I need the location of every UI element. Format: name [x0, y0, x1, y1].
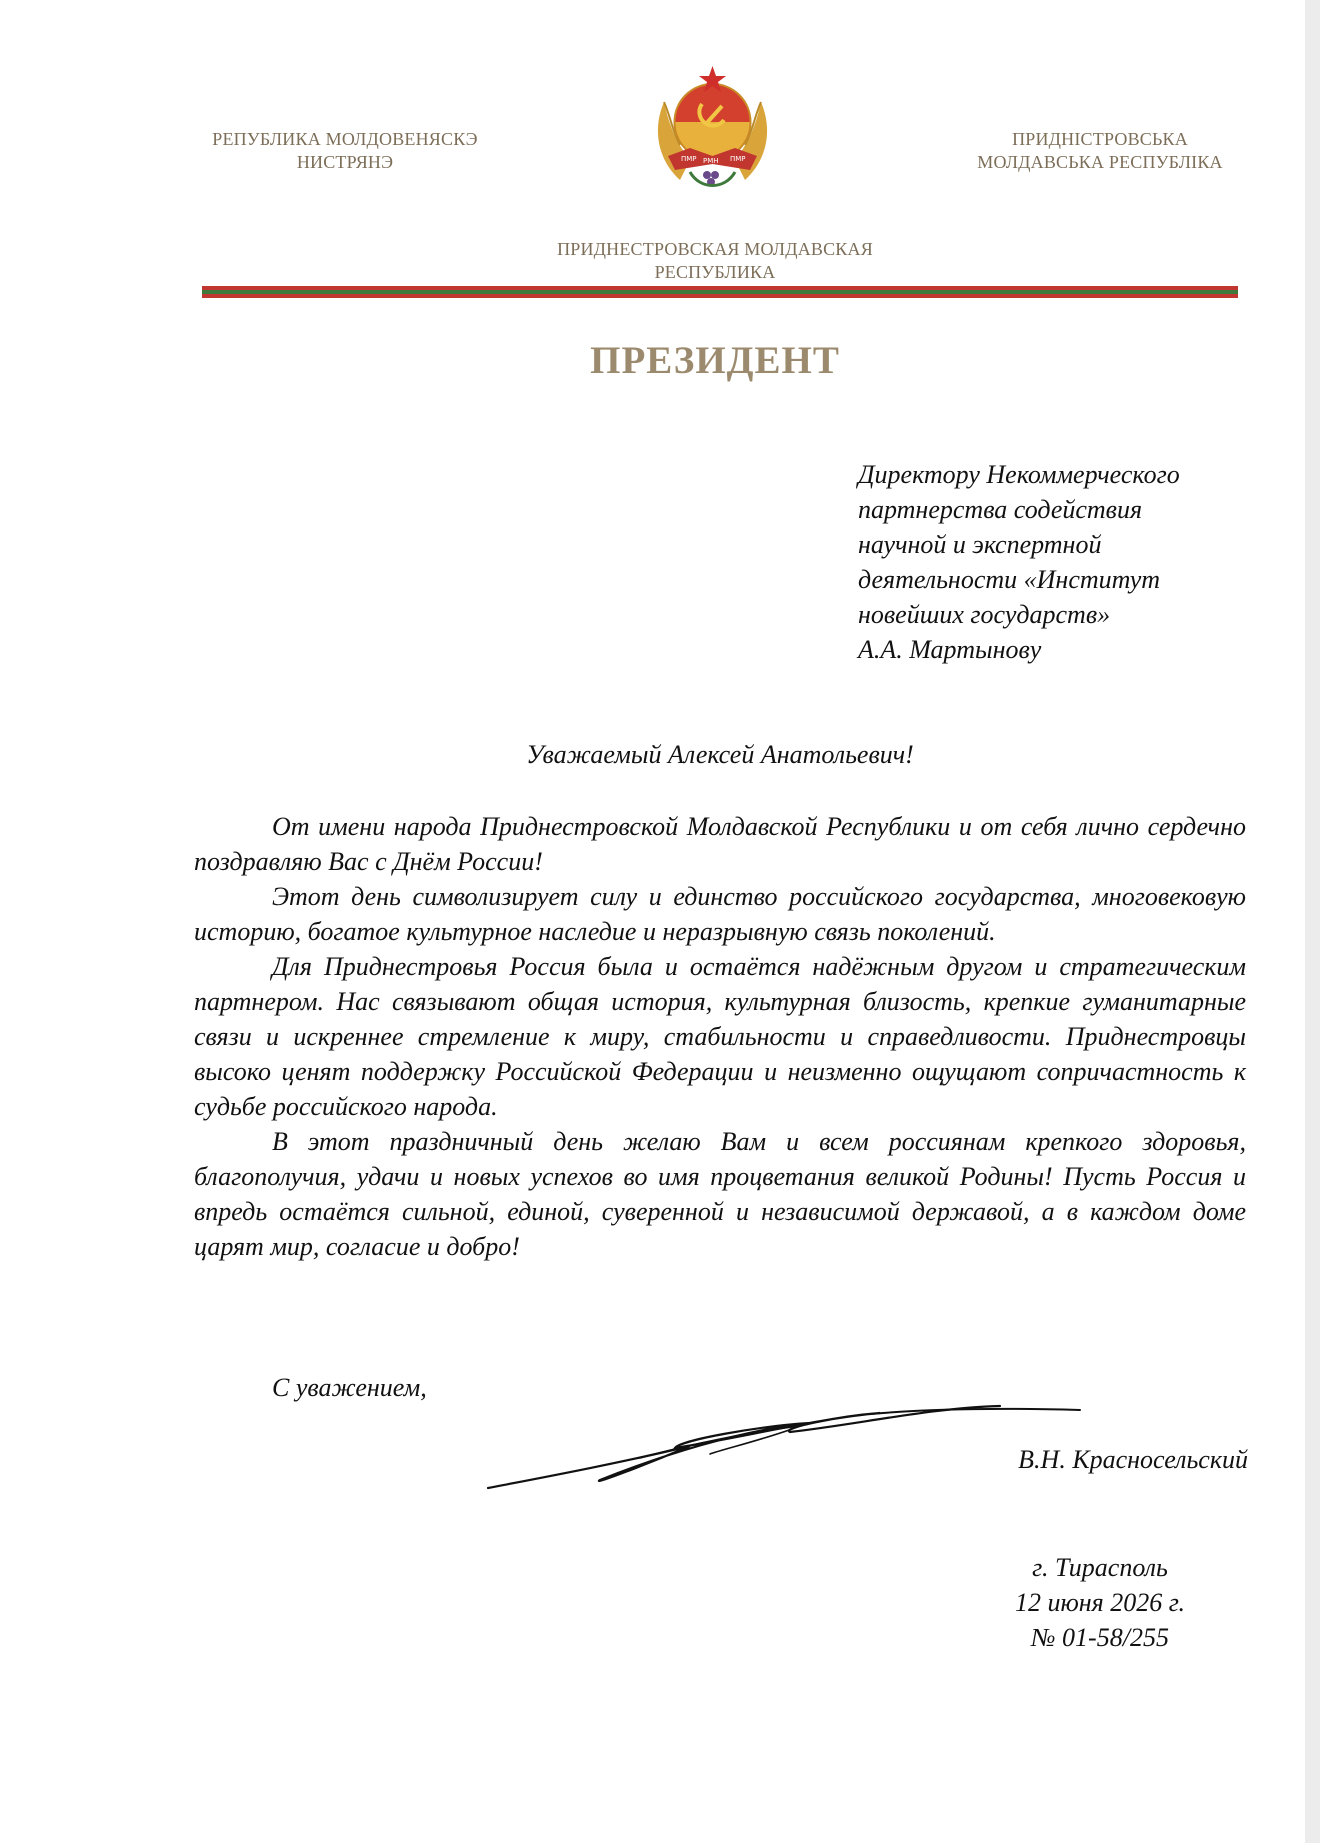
body-paragraph: Для Приднестровья Россия была и остаётся надёжным другом и стратегическим партнером. Нас связывают общая история, культурная близость, крепкие гуманитарные связи и искреннее стремление к миру, стабильности и справедливости. Приднестровцы высоко ценят поддержку Российской Федерации и неизменно ощущают сопричастность к судьбе российского народа.	[194, 952, 1246, 1121]
flag-band-red-bottom	[202, 294, 1238, 298]
emblem-label-left: ПМР	[681, 155, 697, 163]
date: 12 июня 2026 г.	[1014, 1588, 1186, 1617]
letterhead-ukrainian-line1: ПРИДНІСТРОВСЬКА	[1012, 129, 1188, 149]
handwritten-signature	[480, 1368, 1120, 1498]
letterhead-ukrainian-line2: МОЛДАВСЬКА РЕСПУБЛІКА	[977, 152, 1223, 172]
addressee-line: А.А. Мартынову	[858, 635, 1042, 664]
signer-name: В.Н. Красносельский	[1018, 1445, 1248, 1474]
addressee-line: научной и экспертной	[858, 530, 1102, 559]
emblem-label-center: РМН	[703, 157, 719, 165]
addressee-line: Директору Некоммерческого	[858, 460, 1180, 489]
page-edge	[1305, 0, 1320, 1843]
emblem-label-right: ПМР	[730, 155, 746, 163]
letterhead-russian	[500, 238, 930, 284]
letterhead-russian-line1: ПРИДНЕСТРОВСКАЯ МОЛДАВСКАЯ	[557, 239, 873, 259]
addressee-line: партнерства содействия	[858, 495, 1143, 524]
document-title: ПРЕЗИДЕНТ	[590, 339, 840, 382]
addressee-line: новейших государств»	[858, 600, 1111, 629]
letterhead-moldovan-line2: НИСТРЯНЭ	[296, 152, 394, 172]
letterhead-russian-line2: РЕСПУБЛИКА	[654, 262, 776, 282]
document-number: № 01-58/255	[1031, 1623, 1169, 1652]
body-paragraph: Этот день символизирует силу и единство российского государства, многовековую историю, богатое культурное наследие и неразрывную связь поколений.	[194, 882, 1246, 946]
place: г. Тирасполь	[1032, 1553, 1168, 1582]
letterhead-moldovan-line1: РЕПУБЛИКА МОЛДОВЕНЯСКЭ	[212, 129, 478, 149]
flag-band-divider	[202, 286, 1238, 298]
state-emblem-icon	[650, 60, 775, 200]
addressee-line: деятельности «Институт	[858, 565, 1161, 594]
body-paragraph: В этот праздничный день желаю Вам и всем россиянам крепкого здоровья, благополучия, удачи и новых успехов во имя процветания великой Родины! Пусть Россия и впредь остаётся сильной, единой, суверенной и независимой державой, а в каждом доме царят мир, согласие и добро!	[194, 1127, 1246, 1261]
letter-body	[194, 809, 1246, 1264]
addressee-block	[858, 457, 1278, 667]
place-date-block	[960, 1550, 1240, 1655]
letterhead-moldovan	[190, 128, 500, 174]
letterhead-ukrainian	[940, 128, 1260, 174]
body-paragraph: От имени народа Приднестровской Молдавской Республики и от себя лично сердечно поздравляю Вас с Днём России!	[194, 812, 1246, 876]
salutation: Уважаемый Алексей Анатольевич!	[526, 740, 914, 769]
closing-phrase: С уважением,	[272, 1373, 427, 1402]
